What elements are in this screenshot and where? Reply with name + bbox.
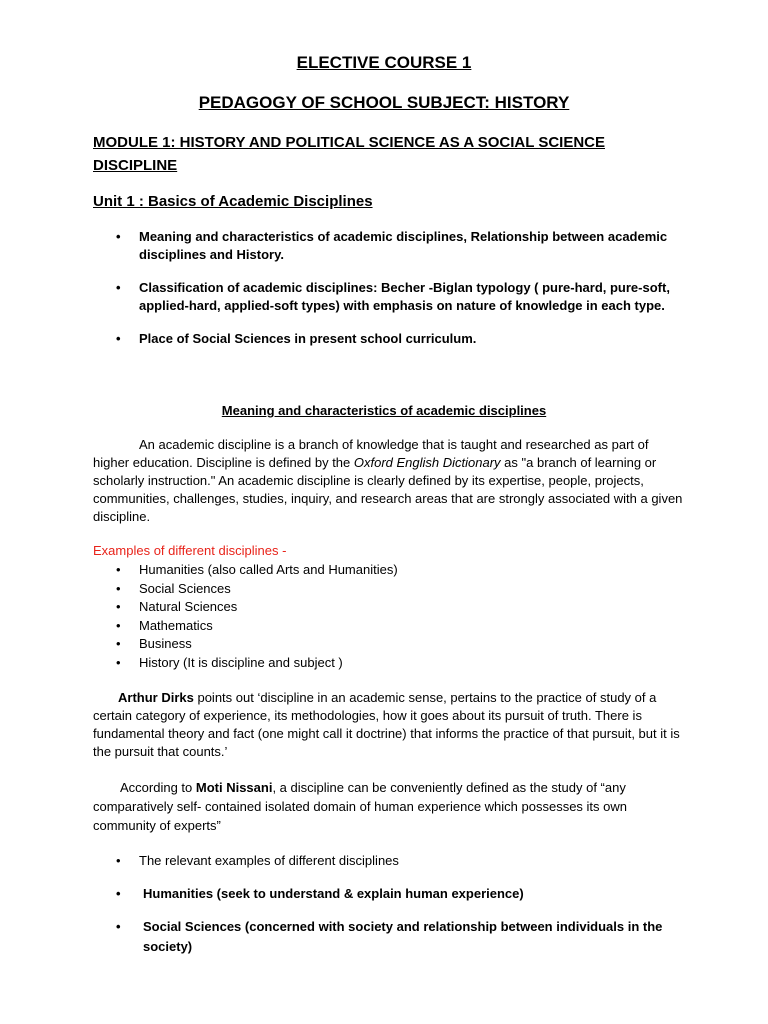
nissani-paragraph: According to Moti Nissani, a discipline can be conveniently defined as the study of “any comparatively self- contained isolated domain of human experience which possesses its own community of experts”: [93, 780, 628, 833]
list-item: • Social Sciences: [93, 580, 673, 599]
examples-heading: Examples of different disciplines -: [93, 543, 287, 558]
bullet-icon: •: [116, 580, 121, 596]
list-item: • Meaning and characteristics of academic disciplines, Relationship between academic disciplines and History.: [116, 229, 668, 262]
bullet-icon: •: [116, 280, 121, 295]
dirks-paragraph: Arthur Dirks points out ‘discipline in an academic sense, pertains to the practice of study of a certain category of experience, its methodologies, how it goes about its pursuit of truth. There is fundamental theory and fact (one might call it doctrine) that informs the practice of that pursuit, but it is the pursuit that counts.’: [93, 690, 680, 759]
list-item: • Business: [93, 635, 673, 654]
bullet-icon: •: [116, 599, 121, 614]
bullet-icon: •: [116, 636, 121, 651]
bullet-icon: •: [116, 853, 121, 868]
list-item: • Mathematics: [93, 617, 673, 636]
list-item: • Place of Social Sciences in present school curriculum.: [116, 331, 477, 346]
bullet-icon: •: [116, 562, 121, 577]
list-item: • Humanities (also called Arts and Humanities): [93, 561, 673, 580]
bullet-icon: •: [116, 229, 121, 244]
unit-topic-list: [93, 228, 673, 363]
bullet-icon: •: [116, 331, 121, 346]
list-item: • History (It is discipline and subject ): [93, 654, 673, 673]
list-item: • Natural Sciences: [93, 598, 673, 617]
bullet-icon: •: [116, 919, 121, 934]
module-title: MODULE 1: HISTORY AND POLITICAL SCIENCE AS A SOCIAL SCIENCE DISCIPLINE: [93, 134, 605, 174]
bullet-icon: •: [116, 654, 121, 670]
examples-list: [93, 561, 673, 672]
subject-title: PEDAGOGY OF SCHOOL SUBJECT: HISTORY: [198, 93, 570, 112]
list-item: • Classification of academic disciplines: Becher -Biglan typology ( pure-hard, pure-soft, applied-hard, applied-soft types) with emphasis on nature of knowledge in each type.: [116, 280, 670, 313]
intro-paragraph: An academic discipline is a branch of knowledge that is taught and researched as part of higher education. Discipline is defined by the Oxford English Dictionary as "a branch of learning or scholarly instruction." An academic discipline is clearly defined by its expertise, people, projects, communities, challenges, studies, inquiry, and research areas that are strongly associated with a given discipline.: [93, 437, 683, 524]
unit-title: Unit 1 : Basics of Academic Disciplines: [93, 193, 373, 210]
bullet-icon: •: [116, 617, 121, 633]
list-item: • The relevant examples of different disciplines: [93, 851, 673, 871]
author-name: Arthur Dirks: [118, 690, 194, 705]
author-name: Moti Nissani: [195, 780, 273, 795]
relevant-list: [93, 851, 673, 957]
list-item: • Social Sciences (concerned with society and relationship between individuals in the society): [116, 919, 663, 954]
bullet-icon: •: [116, 886, 121, 901]
section-heading: Meaning and characteristics of academic disciplines: [221, 403, 547, 418]
course-title: ELECTIVE COURSE 1: [296, 53, 472, 72]
list-item: • Humanities (seek to understand & explain human experience): [93, 884, 673, 904]
dictionary-name: Oxford English Dictionary: [353, 455, 501, 470]
